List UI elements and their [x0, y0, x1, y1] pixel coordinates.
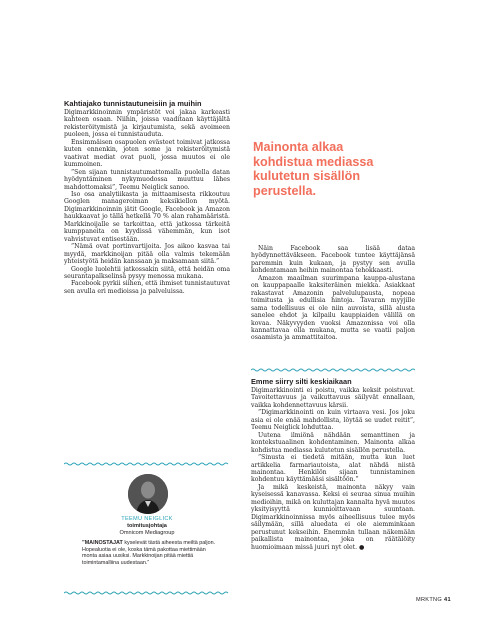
magazine-name: MRKTNG — [416, 597, 443, 603]
paragraph: Facebook pyrkii siihen, että ihmiset tunnistautuvat sen avulla eri medioissa ja palveluissa. — [64, 280, 230, 295]
paragraph: Ensimmäisen osapuolen evästeet toimivat jatkossa kuten ennenkin, joten some ja rekisteröitymistä vaativat mediat ovat puoli, jossa muutos ei ole kummoinen. — [64, 138, 230, 169]
paragraph: ”Sen sijaan tunnistautumattomalla puolella datan hyödyntäminen nykymuodossa muuttuu lähes mahdottomaksi”, Teemu Neiglick sanoo. — [64, 168, 230, 191]
paragraph: Digimarkkinointi ei poistu, vaikka keksit poistuvat. Tavoitettavuus ja vaikuttavuus säilyvät ennallaan, vaikka kohdennettavuus kärsii. — [251, 387, 415, 409]
paragraph: ”Sinusta ei tiedetä mitään, mutta kun luet artikkelia farmariautoista, alat nähdä niistä mainontaa. Henkilön sijaan tunnistaminen kohdentuu käyttämääsi sisältöön.” — [251, 454, 415, 484]
profile-quote — [82, 540, 216, 566]
person-role: toimitusjohtaja — [127, 523, 167, 529]
wave-divider — [64, 591, 230, 595]
profile-photo — [128, 474, 168, 514]
right-column-bottom — [251, 377, 415, 551]
pull-quote: Mainonta alkaa kohdistua mediassa kulutetun sisällön perustella. — [253, 140, 374, 198]
right-column-top — [251, 245, 415, 342]
quote-lead: ”MAINOSTAJAT — [82, 540, 123, 546]
page-number: 41 — [444, 597, 451, 603]
paragraph: Uutena ilmiönä nähdään semanttinen ja kontekstuaalinen kohdentaminen. Mainonta alkaa kohdistua mediassa kulutetun sisällön perustella. — [251, 431, 415, 454]
paragraph: ”Nämä ovat portinvartijoita. Jos aikoo kasvaa tai myydä, markkinoijan pitää olla valmis tekemään yhteistyötä heidän kanssaan ja maksamaan siitä.” — [64, 243, 230, 266]
wave-divider — [64, 462, 230, 466]
paragraph: Ja mikä keskeistä, mainonta näkyy vain kyseisessä kanavassa. Keksi ei seuraa sinua muihin medioihin, mikä on kuluttajan kannalta hyvä muutos yksityisyyttä kunnioittavaan suuntaan. Digimarkkinoinnissa myös aiheellisuus tulee myös säilymään, sillä aluedata ei ole aiemminkaan perustunut kekseihin. Enemmän tullaan näkemään paikallista mainontaa, joka on räätälöity huomioimaan missä juuri nyt olet. ● — [251, 483, 415, 551]
left-column — [64, 99, 230, 295]
paragraph: Google luolehtii jatkossakin siitä, että heidän oma seurantapalkselinsä pysyy menossa mukana. — [64, 265, 230, 280]
wave-divider — [251, 368, 415, 372]
section-heading: Kahtiajako tunnistautuneisiin ja muihin — [64, 99, 202, 108]
paragraph: Digimarkkinoinnin ympäristöt voi jakaa karkeasti kahteen osaan. Niihin, joissa vaaditaan käyttäjältä rekisteröitymistä ja kirjautumista, sekä avoimeen puoleen, jossa ei tunnistauduta. — [64, 109, 230, 139]
person-name: TEEMU NEIGLICK — [121, 516, 173, 522]
paragraph: Amazon maailman suurimpana kauppa-alustana on kauppapaalle kaksiteräinen miekka. Asiakkaat rakastavat Amazonin palvelulupausta, nopeaa toimitusta ja edullisia hintoja. Tavaran myyjille sama todellisuus ei ole niin auvoista, sillä alusta sanelee ehdot ja kilpailu kauppiaiden välillä on kovaa. Näkyvyyden vuoksi Amazonissa voi olla kannattavaa olla mukana, mutta se vaatii paljon osaamista ja ammattitaitoa. — [251, 274, 415, 342]
paragraph: ”Digimarkkinointi on kuin virtaava vesi. Jos joku asia ei ole enää mahdollista, löytää se uudet reitit”, Teemu Neiglick lohduttaa. — [251, 409, 415, 432]
paragraph: Iso osa analytiikasta ja mittaamisesta rikkoutuu Googlen manageroiman keksikiellon myötä. Digimarkkinoinnin jätit Google, Facebook ja Amazon haukkaavat jo tällä hetkellä 70 % alan rahamääristä. Markkinoijalle se tarkoittaa, että jatkossa tärkeitä kumppaneita on kyydissä vähemmän, kun isot vahvistuvat entisestään. — [64, 190, 230, 243]
paragraph: Näin Facebook saa lisää dataa hyödynnettäväkseen. Facebook tuntee käyttäjänsä paremmin kuin kukaan, ja pystyy sen avulla kohdentamaan heihin mainontaa tehokkaasti. — [251, 245, 415, 275]
quote-text: kyselevät tästä aiheesta meiltä paljon. Hopealuotia ei ole, koska tämä pakottaa miettimään monta asiaa uusiksi. Markkinoijan pitää miettiä toimintamalliina uudestaan.” — [82, 540, 216, 566]
page-footer — [416, 597, 451, 603]
section-heading: Emme siirry silti keskiaikaan — [251, 377, 352, 386]
person-company: Omnicom Mediagroup — [119, 530, 175, 536]
